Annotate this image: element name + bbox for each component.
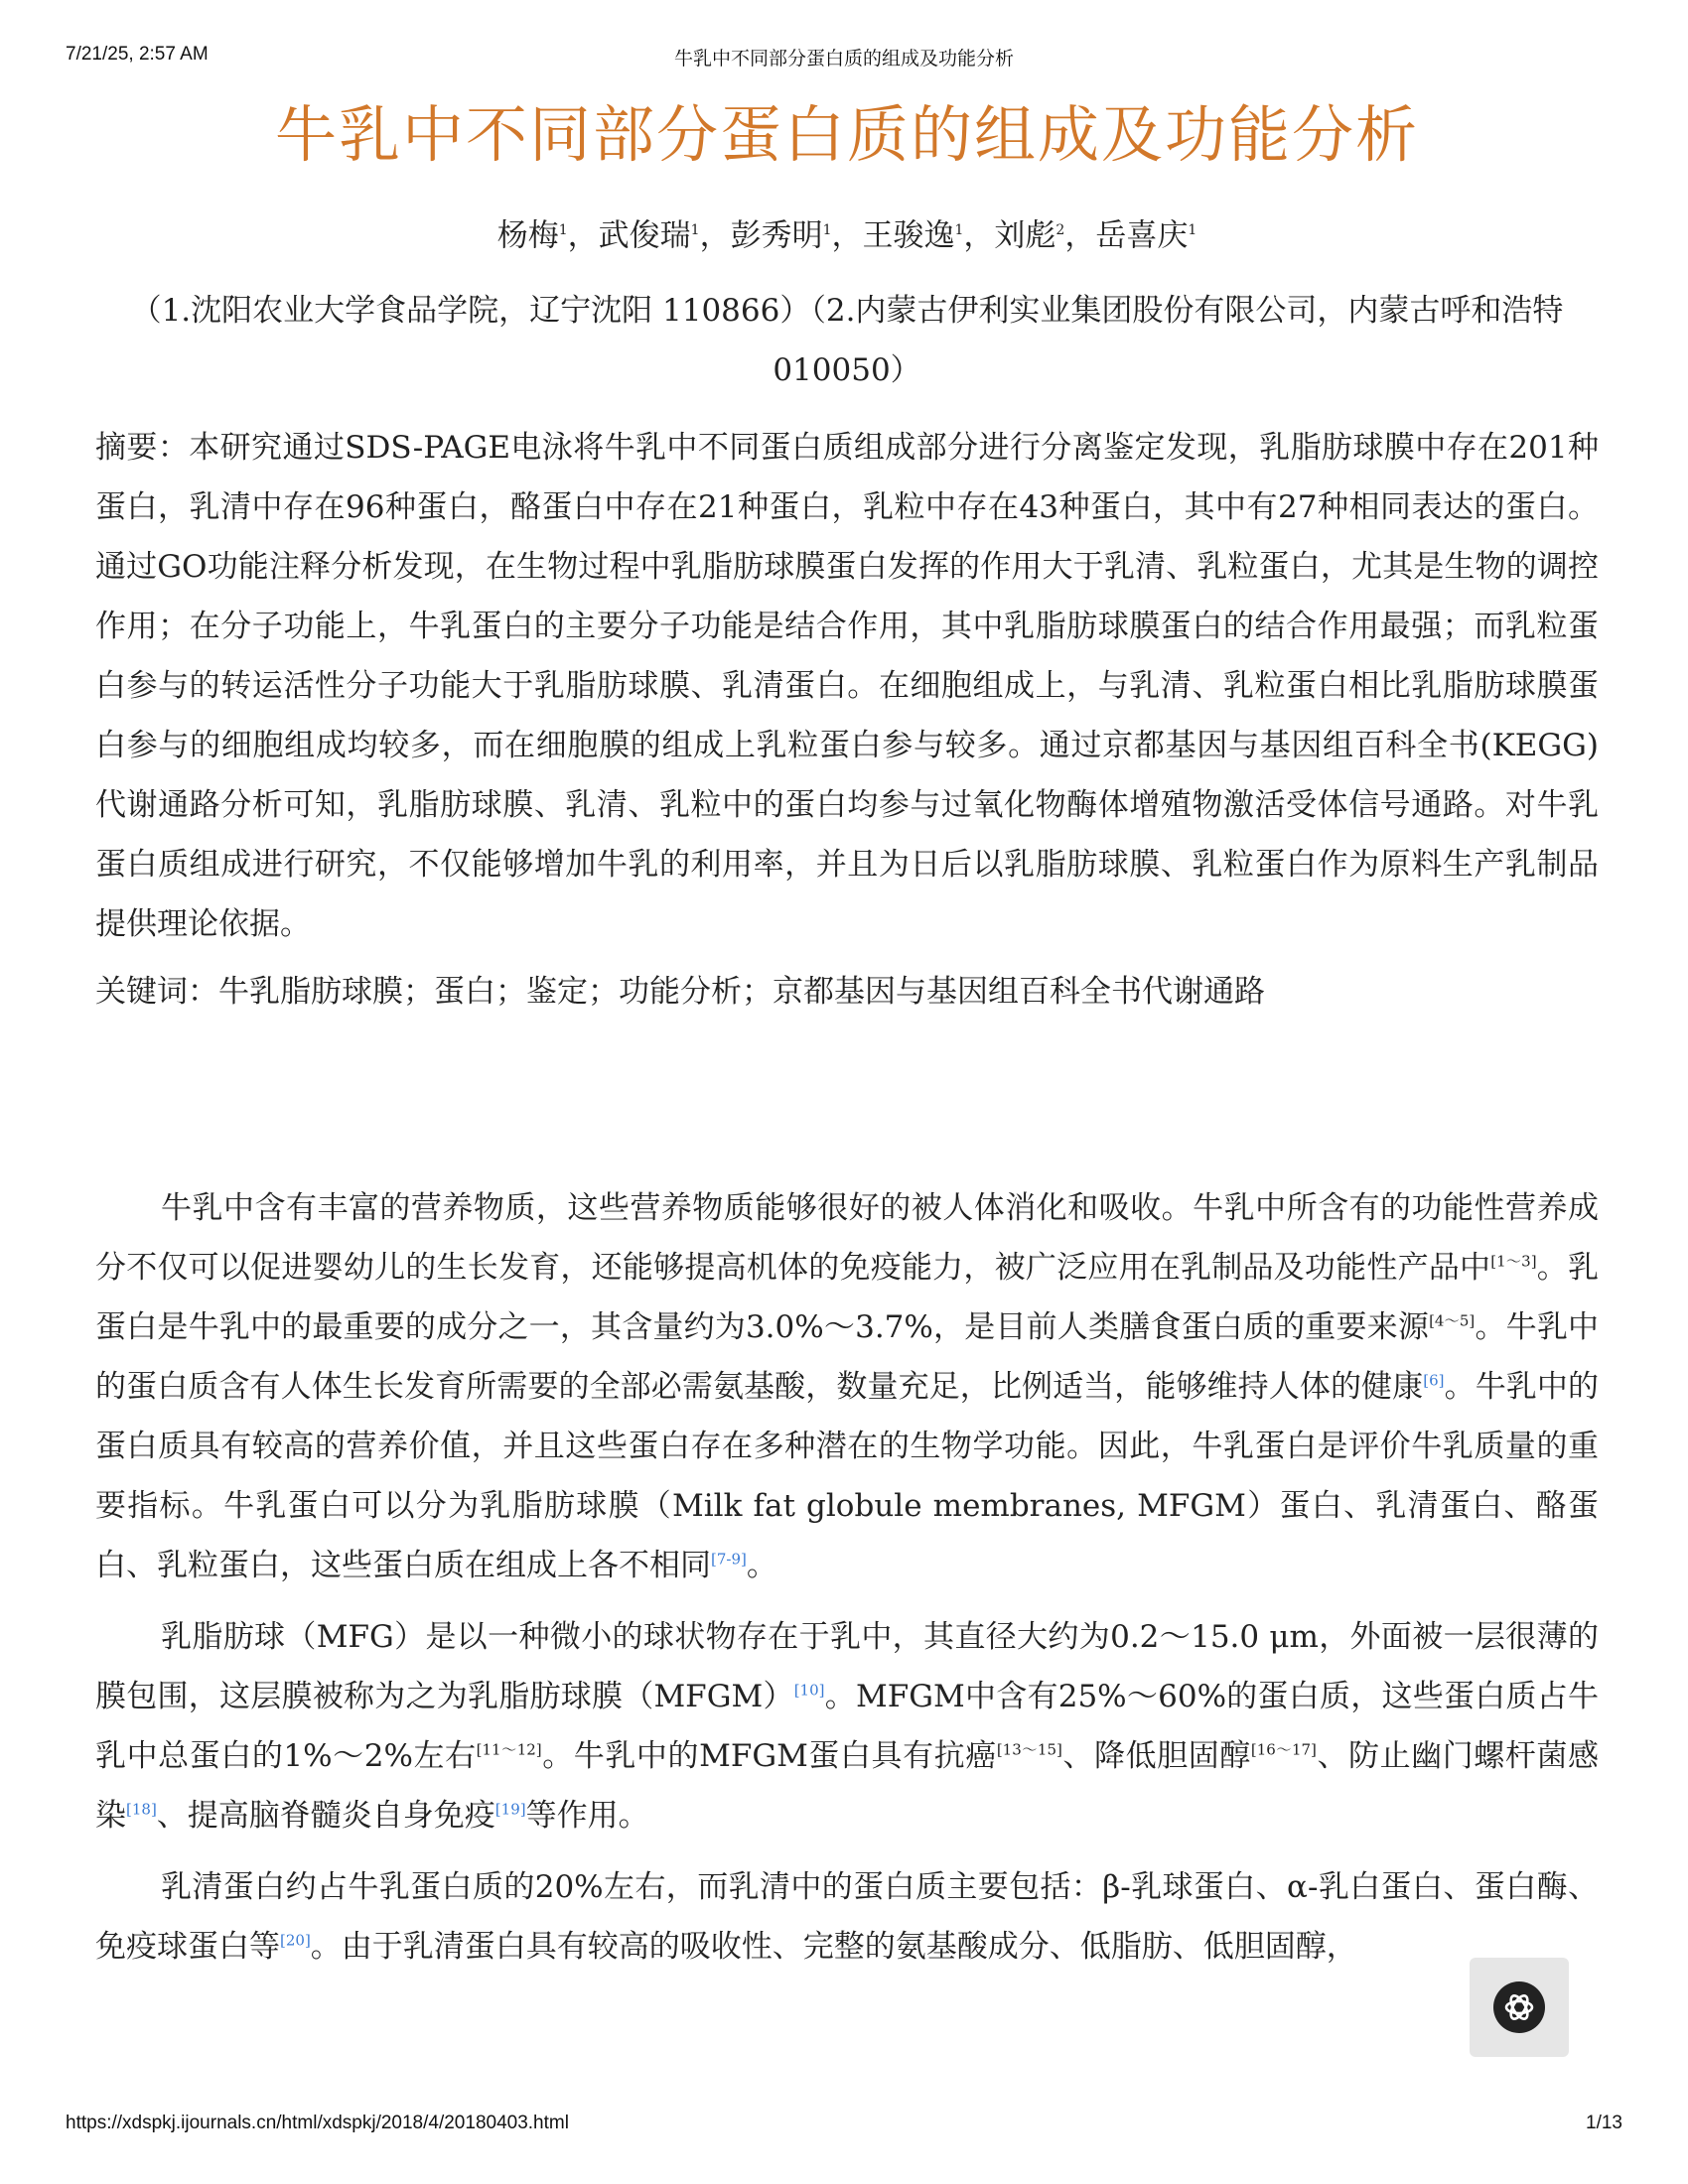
paragraph-text: 、提高脑脊髓炎自身免疫 [156, 1798, 495, 1835]
author-affiliation-mark: 1 [954, 222, 964, 238]
paragraph-text: 。牛乳中的蛋白质具有较高的营养价值，并且这些蛋白存在多种潜在的生物学功能。因此，牛乳蛋白是评价牛乳质量的重要指标。牛乳蛋白可以分为乳脂肪球膜（Milk fat globule membranes, MFGM）蛋白、乳清蛋白、酪蛋白、乳粒蛋白，这些蛋白质在组成上各不相同 [95, 1369, 1600, 1584]
author-affiliation-mark: 1 [822, 222, 832, 238]
citation-ref[interactable]: [10] [793, 1682, 825, 1700]
citation-ref: [11～12] [476, 1741, 542, 1759]
citation-ref[interactable]: [20] [280, 1932, 311, 1950]
print-page-title: 牛乳中不同部分蛋白质的组成及功能分析 [673, 49, 1014, 69]
author-separator: ， [1064, 217, 1096, 254]
paragraph-text: 乳清蛋白约占牛乳蛋白质的20%左右，而乳清中的蛋白质主要包括：β-乳球蛋白、α-乳白蛋白、蛋白酶、免疫球蛋白等 [95, 1869, 1599, 1966]
author-name: 彭秀明 [730, 217, 823, 254]
affiliations: （1.沈阳农业大学食品学院，辽宁沈阳 110866）（2.内蒙古伊利实业集团股份有限公司，内蒙古呼和浩特 010050） [130, 293, 1564, 389]
author-affiliation-mark: 1 [558, 222, 568, 238]
author-separator: ， [699, 217, 731, 254]
page-number: 1/13 [1586, 2113, 1622, 2133]
citation-ref: [4～5] [1429, 1312, 1476, 1330]
paragraph-text: 、降低胆固醇 [1061, 1738, 1251, 1775]
body-paragraph [95, 1607, 1599, 1845]
author-name: 王骏逸 [862, 217, 955, 254]
paragraph-text: 。由于乳清蛋白具有较高的吸收性、完整的氨基酸成分、低脂肪、低胆固醇， [310, 1929, 1357, 1966]
author-affiliation-mark: 1 [690, 222, 700, 238]
citation-ref: [16～17] [1250, 1741, 1317, 1759]
print-footer [0, 2113, 1688, 2142]
paragraph-text: 等作用。 [525, 1798, 649, 1835]
body-paragraph [95, 1857, 1599, 1977]
author-list [95, 206, 1599, 259]
print-date: 7/21/25, 2:57 AM [66, 44, 209, 65]
citation-ref[interactable]: [6] [1423, 1372, 1445, 1390]
author-separator: ， [831, 217, 863, 254]
paragraph-text: 乳脂肪球（MFG）是以一种微小的球状物存在于乳中，其直径大约为0.2～15.0 μm，外面被一层很薄的膜包围，这层膜被称为之为乳脂肪球膜（MFGM） [95, 1619, 1599, 1715]
author-name: 武俊瑞 [598, 217, 691, 254]
chatgpt-logo-icon [1493, 1981, 1545, 2033]
author-separator: ， [963, 217, 995, 254]
citation-ref: [13～15] [996, 1741, 1062, 1759]
citation-ref[interactable]: [18] [126, 1801, 157, 1819]
author-name: 刘彪 [994, 217, 1056, 254]
paragraph-text: 牛乳中含有丰富的营养物质，这些营养物质能够很好的被人体消化和吸收。牛乳中所含有的功能性营养成分不仅可以促进婴幼儿的生长发育，还能够提高机体的免疫能力，被广泛应用在乳制品及功能性产品中 [95, 1190, 1599, 1287]
citation-ref: [1～3] [1490, 1253, 1537, 1271]
paragraph-text: 。MFGM中含有25%～60%的蛋白质，这些蛋白质占牛乳中总蛋白的1%～2%左右 [95, 1679, 1599, 1775]
paragraph-text: 、防止幽门螺杆菌感染 [95, 1738, 1600, 1835]
paragraph-text: 。 [746, 1548, 777, 1584]
citation-ref[interactable]: [7-9] [711, 1551, 747, 1569]
article-title: 牛乳中不同部分蛋白质的组成及功能分析 [274, 98, 1419, 171]
author-name: 岳喜庆 [1095, 217, 1189, 254]
abstract: 摘要：本研究通过SDS-PAGE电泳将牛乳中不同蛋白质组成部分进行分离鉴定发现，乳脂肪球膜中存在201种蛋白，乳清中存在96种蛋白，酪蛋白中存在21种蛋白，乳粒中存在43种蛋白，其中有27种相同表达的蛋白。通过GO功能注释分析发现，在生物过程中乳脂肪球膜蛋白发挥的作用大于乳清、乳粒蛋白，尤其是生物的调控作用；在分子功能上，牛乳蛋白的主要分子功能是结合作用，其中乳脂肪球膜蛋白的结合作用最强；而乳粒蛋白参与的转运活性分子功能大于乳脂肪球膜、乳清蛋白。在细胞组成上，与乳清、乳粒蛋白相比乳脂肪球膜蛋白参与的细胞组成均较多，而在细胞膜的组成上乳粒蛋白参与较多。通过京都基因与基因组百科全书(KEGG)代谢通路分析可知，乳脂肪球膜、乳清、乳粒中的蛋白均参与过氧化物酶体增殖物激活受体信号通路。对牛乳蛋白质组成进行研究，不仅能够增加牛乳的利用率，并且为日后以乳脂肪球膜、乳粒蛋白作为原料生产乳制品提供理论依据。 [95, 430, 1599, 943]
author-affiliation-mark: 1 [1188, 222, 1197, 238]
author-name: 杨梅 [496, 217, 559, 254]
author-affiliation-mark: 2 [1055, 222, 1065, 238]
page-url: https://xdspkj.ijournals.cn/html/xdspkj/2018/4/20180403.html [66, 2113, 569, 2133]
article-body [95, 1178, 1599, 1977]
keywords: 关键词：牛乳脂肪球膜；蛋白；鉴定；功能分析；京都基因与基因组百科全书代谢通路 [95, 974, 1265, 1011]
assistant-button[interactable] [1470, 1958, 1569, 2057]
print-header [0, 44, 1688, 73]
article [95, 87, 1599, 1988]
citation-ref[interactable]: [19] [494, 1801, 526, 1819]
paragraph-text: 。乳蛋白是牛乳中的最重要的成分之一，其含量约为3.0%～3.7%，是目前人类膳食蛋白质的重要来源 [95, 1250, 1600, 1346]
paragraph-text: 。牛乳中的蛋白质含有人体生长发育所需要的全部必需氨基酸，数量充足，比例适当，能够维持人体的健康 [95, 1309, 1600, 1406]
author-separator: ， [567, 217, 599, 254]
body-paragraph [95, 1178, 1599, 1595]
paragraph-text: 。牛乳中的MFGM蛋白具有抗癌 [541, 1738, 997, 1775]
